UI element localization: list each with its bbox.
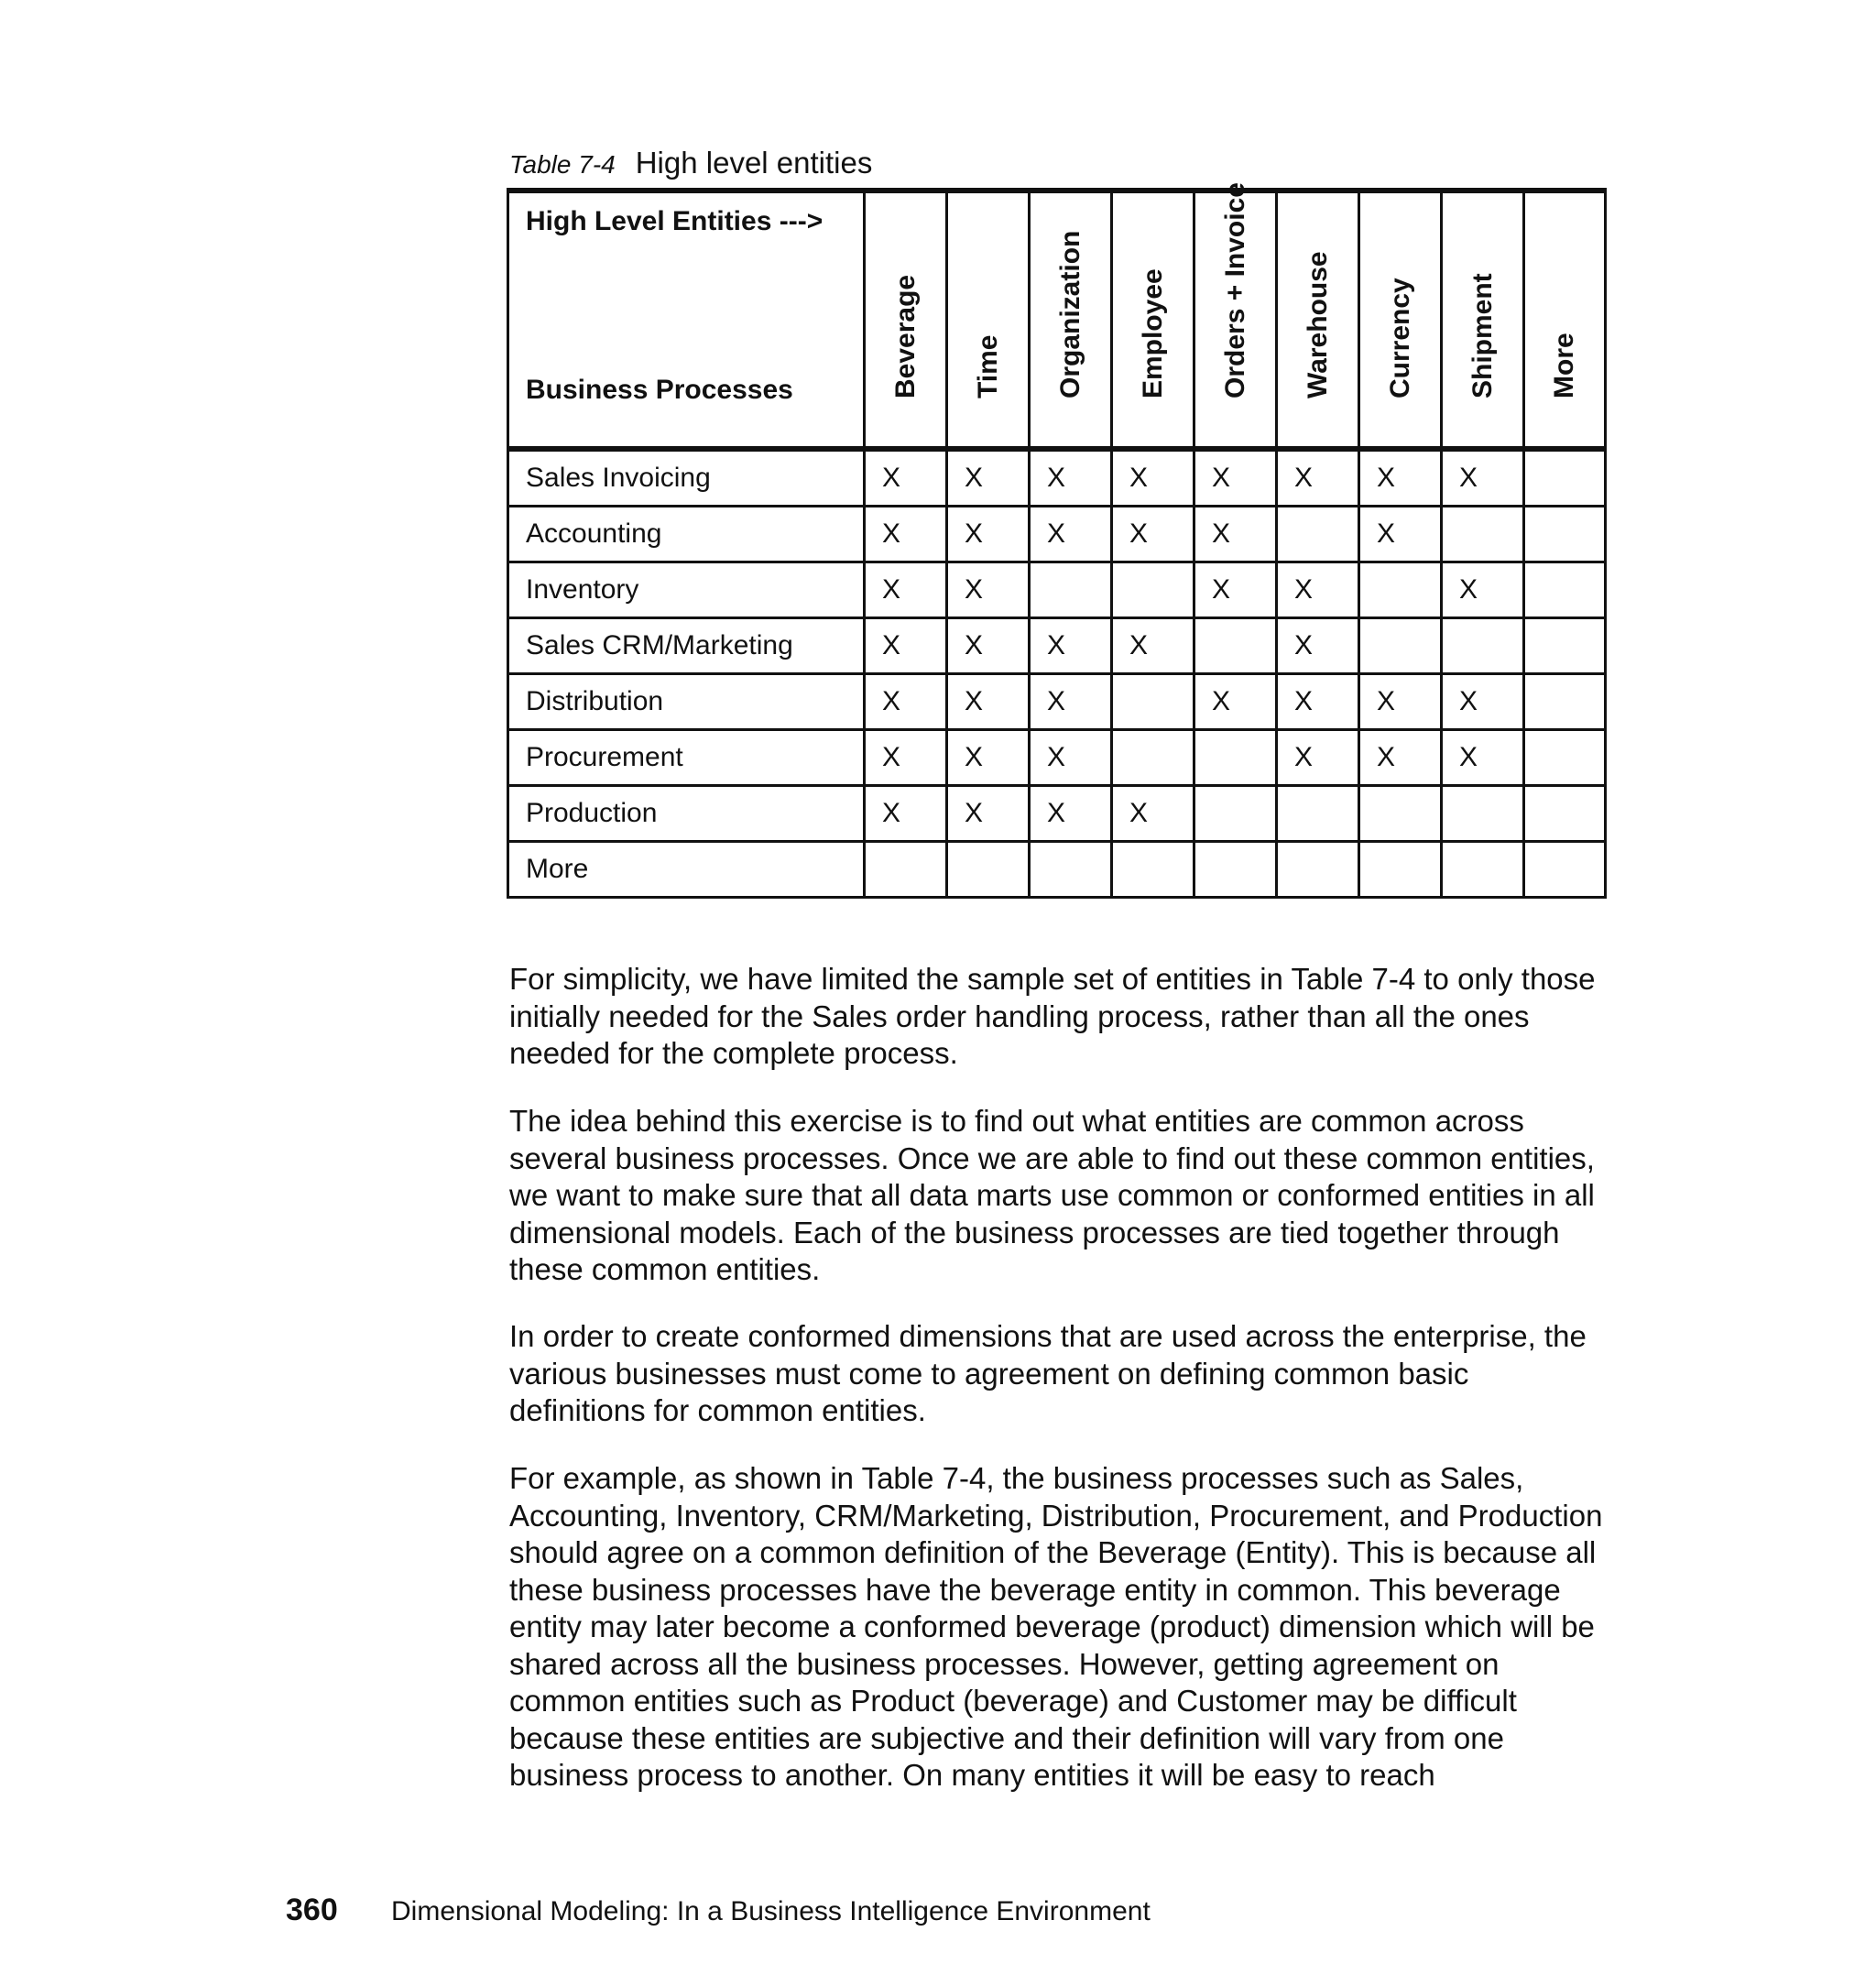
table-row <box>508 562 1606 618</box>
table-corner-cell <box>508 191 865 449</box>
table-cell: X <box>1277 730 1359 786</box>
paragraph-2: The idea behind this exercise is to find out what entities are common across several business processes. Once we are able to find out these common entities, we want to make sure that all data marts use common or conformed entities in all dimensional models. Each of the business processes are tied together through these common entities. <box>509 1104 1595 1286</box>
row-label: Inventory <box>508 562 865 618</box>
column-header <box>1359 191 1442 449</box>
table-cell <box>1524 786 1606 842</box>
table-cell <box>1194 786 1277 842</box>
table-row <box>508 507 1606 562</box>
table-cell: X <box>1359 730 1442 786</box>
row-label: Sales Invoicing <box>508 449 865 507</box>
column-header <box>1442 191 1524 449</box>
book-title: Dimensional Modeling: In a Business Intelligence Environment <box>391 1896 1151 1926</box>
table-cell <box>1194 618 1277 674</box>
table-cell: X <box>1030 618 1112 674</box>
table-cell: X <box>1030 730 1112 786</box>
table-cell <box>1277 786 1359 842</box>
row-label: Production <box>508 786 865 842</box>
table-caption <box>509 145 872 183</box>
table-cell: X <box>947 730 1030 786</box>
table-cell: X <box>1277 449 1359 507</box>
table-cell: X <box>947 786 1030 842</box>
row-label: Procurement <box>508 730 865 786</box>
table-cell: X <box>865 786 947 842</box>
table-cell: X <box>1359 449 1442 507</box>
corner-bottom-label: Business Processes <box>526 375 793 405</box>
table-cell: X <box>865 674 947 730</box>
paragraph-1: For simplicity, we have limited the sample set of entities in Table 7-4 to only those initially needed for the Sales order handling process, rather than all the ones needed for the complete process. <box>509 962 1596 1070</box>
column-header-label: Currency <box>1384 278 1415 398</box>
table-cell: X <box>1112 786 1194 842</box>
column-header <box>865 191 947 449</box>
table-cell: X <box>865 618 947 674</box>
paragraph-4: For example, as shown in Table 7-4, the business processes such as Sales, Accounting, Inventory, CRM/Marketing, Distribution, Procurement, and Production should agree on a common definition of the Beverage (Entity). This is because all these business processes have the beverage entity in common. This beverage entity may later become a conformed beverage (product) dimension which will be shared across all the business processes. However, getting agreement on common entities such as Product (beverage) and Customer may be difficult because these entities are subjective and their definition will vary from one business process to another. On many entities it will be easy to reach <box>509 1461 1603 1792</box>
table-cell: X <box>1277 562 1359 618</box>
table-cell: X <box>865 730 947 786</box>
table-row <box>508 730 1606 786</box>
page-number: 360 <box>286 1893 338 1927</box>
column-header-label: Orders + Invoice <box>1219 182 1250 398</box>
table-cell <box>1112 842 1194 898</box>
table-cell <box>865 842 947 898</box>
column-header <box>1277 191 1359 449</box>
table-row <box>508 842 1606 898</box>
table-cell <box>1112 730 1194 786</box>
table-cell <box>1524 842 1606 898</box>
table-cell: X <box>1359 507 1442 562</box>
table-cell <box>1524 562 1606 618</box>
column-header <box>1524 191 1606 449</box>
table-cell: X <box>1194 674 1277 730</box>
table-cell: X <box>865 507 947 562</box>
table-cell <box>1524 618 1606 674</box>
column-header-label: Shipment <box>1467 273 1498 398</box>
column-header-label: Time <box>972 334 1003 398</box>
table-cell <box>1112 674 1194 730</box>
table-cell <box>1194 730 1277 786</box>
row-label: Accounting <box>508 507 865 562</box>
table-cell: X <box>1442 674 1524 730</box>
column-header-label: Employee <box>1137 268 1168 398</box>
table-cell <box>1112 562 1194 618</box>
table-cell: X <box>1359 674 1442 730</box>
column-header <box>947 191 1030 449</box>
table-cell <box>1524 674 1606 730</box>
table-cell <box>1442 786 1524 842</box>
table-cell: X <box>865 449 947 507</box>
table-row <box>508 674 1606 730</box>
table-cell: X <box>947 449 1030 507</box>
table-cell <box>1277 842 1359 898</box>
table-cell <box>1359 562 1442 618</box>
table-cell: X <box>1030 674 1112 730</box>
table-cell: X <box>1112 618 1194 674</box>
table-cell: X <box>1442 449 1524 507</box>
table-cell <box>1524 507 1606 562</box>
table-cell <box>1194 842 1277 898</box>
column-header-label: Organization <box>1054 230 1085 398</box>
table-cell: X <box>1442 730 1524 786</box>
table-cell: X <box>1277 674 1359 730</box>
table-cell: X <box>1194 449 1277 507</box>
column-header-label: More <box>1549 333 1579 398</box>
table-cell: X <box>1277 618 1359 674</box>
table-cell <box>1524 730 1606 786</box>
table-cell: X <box>947 507 1030 562</box>
row-label: Distribution <box>508 674 865 730</box>
entities-table <box>507 182 1607 899</box>
table-cell <box>1277 507 1359 562</box>
table-cell: X <box>865 562 947 618</box>
table-cell <box>1442 842 1524 898</box>
table-caption-label: Table 7-4 <box>509 150 616 179</box>
corner-top-label: High Level Entities ---> <box>526 206 823 236</box>
table-cell: X <box>1194 507 1277 562</box>
table-cell: X <box>1194 562 1277 618</box>
table-row <box>508 618 1606 674</box>
table-cell: X <box>1030 507 1112 562</box>
table-cell <box>1030 842 1112 898</box>
table-header-row <box>508 191 1606 449</box>
table-cell: X <box>947 674 1030 730</box>
column-header <box>1112 191 1194 449</box>
table-cell <box>1359 618 1442 674</box>
row-label: Sales CRM/Marketing <box>508 618 865 674</box>
table-body <box>508 449 1606 898</box>
column-header <box>1194 182 1277 449</box>
table-cell: X <box>1112 449 1194 507</box>
table-cell: X <box>947 618 1030 674</box>
table-cell <box>1359 842 1442 898</box>
table-cell <box>1442 618 1524 674</box>
table-cell <box>1359 786 1442 842</box>
table-caption-title: High level entities <box>635 146 873 180</box>
column-header-label: Warehouse <box>1302 251 1333 398</box>
table-row <box>508 449 1606 507</box>
table-cell: X <box>947 562 1030 618</box>
table-cell: X <box>1442 562 1524 618</box>
paragraph-3: In order to create conformed dimensions that are used across the enterprise, the various businesses must come to agreement on defining common basic definitions for common entities. <box>509 1319 1587 1427</box>
table-cell: X <box>1030 449 1112 507</box>
row-label: More <box>508 842 865 898</box>
column-header-label: Beverage <box>889 274 921 398</box>
table-row <box>508 786 1606 842</box>
table-cell <box>1442 507 1524 562</box>
table-cell: X <box>1112 507 1194 562</box>
column-header <box>1030 191 1112 449</box>
table-cell <box>1030 562 1112 618</box>
table-cell: X <box>1030 786 1112 842</box>
table-cell <box>1524 449 1606 507</box>
table-cell <box>947 842 1030 898</box>
